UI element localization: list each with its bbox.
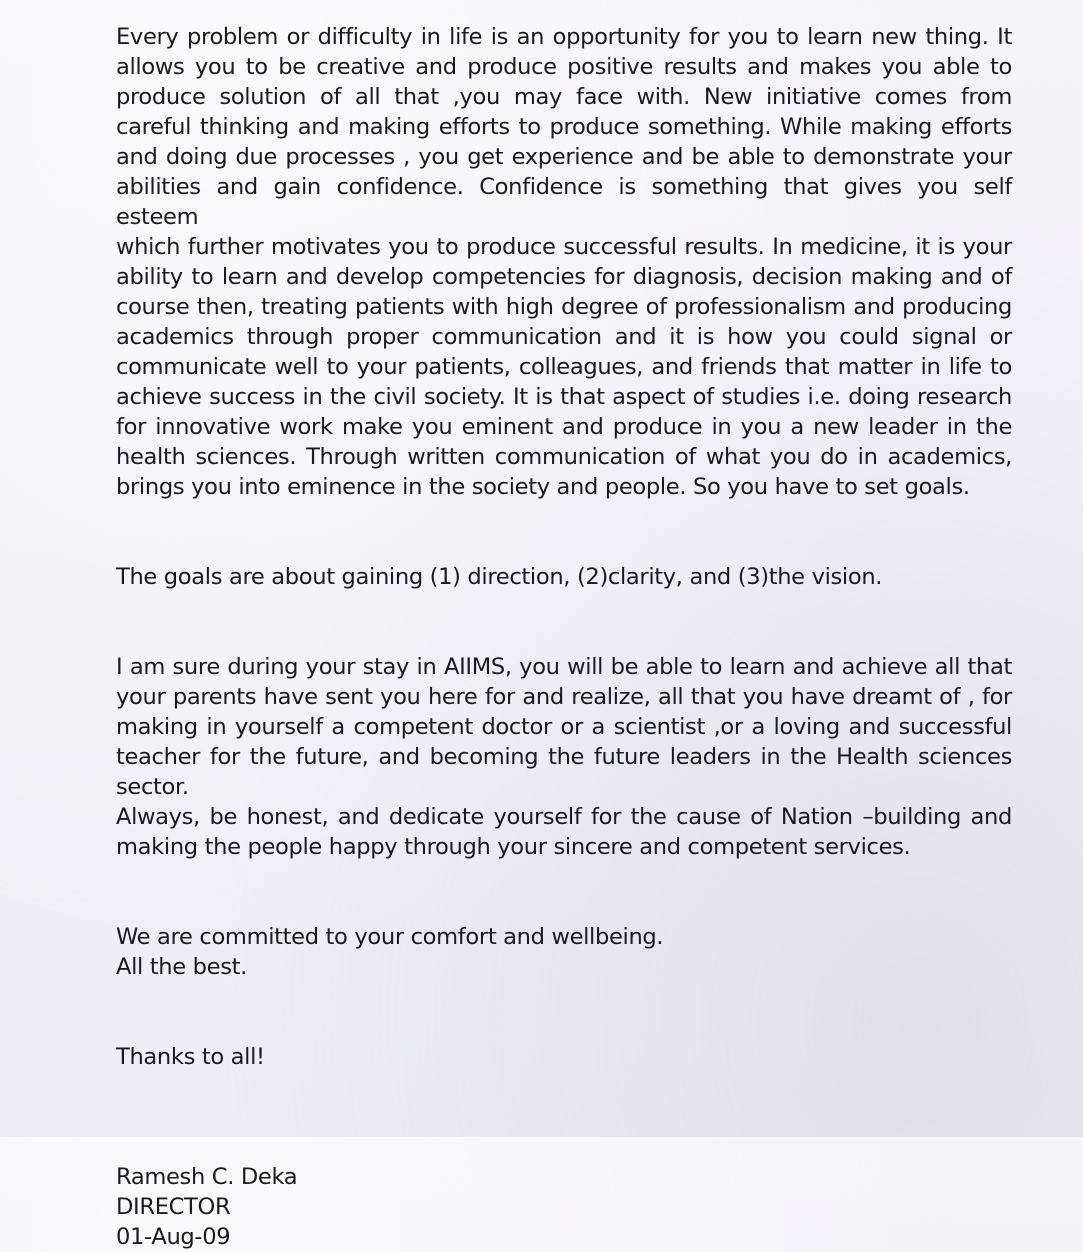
paragraph-line: achieve success in the civil society. It is that aspect of studies i.e. doing research [116, 384, 1012, 410]
closing-line: All the best. [116, 954, 247, 980]
paragraph-gap [116, 1072, 1016, 1132]
paragraph-line: Every problem or difficulty in life is an opportunity for you to learn new thing. It [116, 24, 1012, 50]
paragraph-gap [116, 592, 1016, 652]
closing-block [116, 922, 1016, 982]
paragraph-line: allows you to be creative and produce positive results and makes you able to [116, 54, 1012, 80]
paragraph-line: careful thinking and making efforts to produce something. While making efforts [116, 114, 1012, 140]
paragraph-line: making in yourself a competent doctor or a scientist ,or a loving and successful [116, 714, 1012, 740]
thanks-line: Thanks to all! [116, 1044, 265, 1070]
paragraph-line: I am sure during your stay in AIIMS, you will be able to learn and achieve all that [116, 654, 1012, 680]
paragraph-goals [116, 562, 1016, 592]
paragraph-line: communicate well to your patients, colleagues, and friends that matter in life to [116, 354, 1012, 380]
paragraph-line: Always, be honest, and dedicate yourself for the cause of Nation –building and [116, 804, 1012, 830]
signature-block [116, 1162, 1016, 1252]
paragraph-line: produce solution of all that ,you may face with. New initiative comes from [116, 84, 1012, 110]
paragraph-line: your parents have sent you here for and realize, all that you have dreamt of , for [116, 684, 1012, 710]
signatory-name: Ramesh C. Deka [116, 1164, 298, 1190]
paragraph-line: making the people happy through your sincere and competent services. [116, 834, 911, 860]
goals-line: The goals are about gaining (1) direction, (2)clarity, and (3)the vision. [116, 564, 883, 590]
paragraph-honest [116, 802, 1016, 862]
paragraph-line: sector. [116, 774, 189, 800]
paragraph-line: which further motivates you to produce successful results. In medicine, it is your [116, 234, 1012, 260]
paragraph-line: and doing due processes , you get experience and be able to demonstrate your [116, 144, 1012, 170]
paragraph-line: brings you into eminence in the society and people. So you have to set goals. [116, 474, 970, 500]
paragraph-gap [116, 502, 1016, 562]
paragraph-line: academics through proper communication and it is how you could signal or [116, 324, 1012, 350]
paragraph-line: health sciences. Through written communication of what you do in academics, [116, 444, 1012, 470]
paragraph-aiims [116, 652, 1016, 802]
paragraph-line: teacher for the future, and becoming the future leaders in the Health sciences [116, 744, 1012, 770]
thanks-block [116, 1042, 1016, 1072]
letter-body [116, 22, 1016, 1252]
closing-line: We are committed to your comfort and wellbeing. [116, 924, 664, 950]
paragraph-line: ability to learn and develop competencies for diagnosis, decision making and of [116, 264, 1012, 290]
paragraph-line: course then, treating patients with high degree of professionalism and producing [116, 294, 1012, 320]
letter-date: 01-Aug-09 [116, 1224, 231, 1250]
paragraph-line: for innovative work make you eminent and produce in you a new leader in the [116, 414, 1012, 440]
signatory-title: DIRECTOR [116, 1194, 231, 1220]
paragraph-gap [116, 862, 1016, 922]
paragraph-gap [116, 982, 1016, 1042]
paragraph-line: abilities and gain confidence. Confidence is something that gives you self esteem [116, 174, 1012, 230]
paragraph-opportunity [116, 22, 1016, 502]
